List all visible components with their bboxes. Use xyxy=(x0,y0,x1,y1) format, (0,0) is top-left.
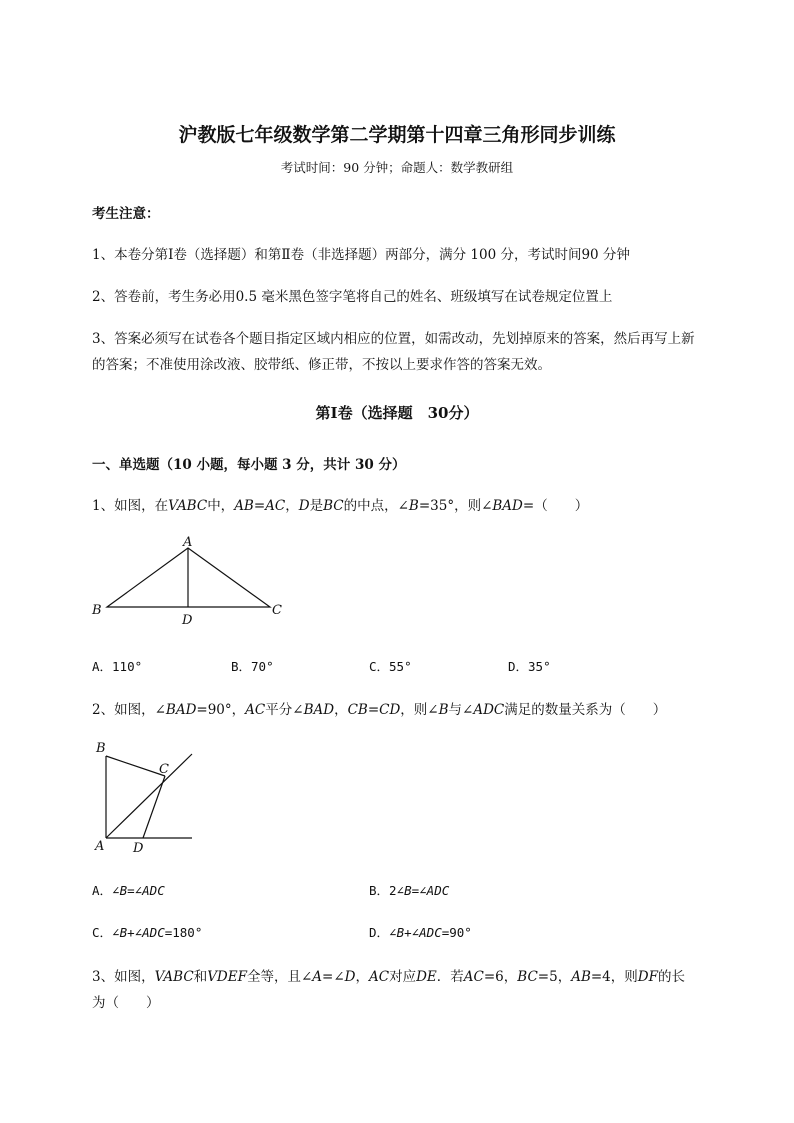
section-title: 第Ⅰ卷（选择题 30分） xyxy=(315,404,479,422)
segment-bc xyxy=(106,756,165,776)
part-heading: 一、单选题（10 小题，每小题 3 分，共计 30 分） xyxy=(92,457,406,473)
question-1-figure xyxy=(85,530,295,630)
question-1-option-a[interactable]: A．110° xyxy=(92,659,143,674)
label-d: D xyxy=(182,613,193,628)
question-1-option-c[interactable]: C．55° xyxy=(369,659,412,674)
exam-subtitle: 考试时间：90 分钟；命题人：数学教研组 xyxy=(280,160,514,175)
question-2-text: 2、如图，∠BAD=90°，AC平分∠BAD，CB=CD，则∠B与∠ADC满足的数量关系为（ ） xyxy=(92,702,667,718)
exam-title: 沪教版七年级数学第二学期第十四章三角形同步训练 xyxy=(178,124,616,146)
notice-item-2: 2、答卷前，考生务必用0.5 毫米黑色签字笔将自己的姓名、班级填写在试卷规定位置上 xyxy=(92,289,613,305)
notice-item-1: 1、本卷分第Ⅰ卷（选择题）和第Ⅱ卷（非选择题）两部分，满分 100 分，考试时间90 分钟 xyxy=(92,247,630,263)
segment-cd xyxy=(143,776,165,838)
label-c: C xyxy=(272,603,282,618)
question-1-text: 1、如图，在VABC中，AB=AC，D是BC的中点，∠B=35°，则∠BAD=（ ） xyxy=(92,498,589,514)
label-b: B xyxy=(96,741,106,756)
question-2-option-d[interactable]: D．∠B+∠ADC=90° xyxy=(369,925,472,940)
question-2-option-c[interactable]: C．∠B+∠ADC=180° xyxy=(92,925,203,940)
question-3-text-cont: 为（ ） xyxy=(92,995,160,1011)
question-3-text: 3、如图，VABC和VDEF全等，且∠A=∠D，AC对应DE．若AC=6，BC=5，AB=4，则DF的长 xyxy=(92,969,685,985)
label-d: D xyxy=(133,841,144,856)
notice-item-3: 3、答案必须写在试卷各个题目指定区域内相应的位置，如需改动，先划掉原来的答案，然后再写上新 xyxy=(92,331,695,347)
question-1-option-b[interactable]: B．70° xyxy=(231,659,274,674)
question-2-option-b[interactable]: B．2∠B=∠ADC xyxy=(369,883,450,898)
ray-ac xyxy=(106,754,192,838)
label-c: C xyxy=(159,762,169,777)
question-1-option-d[interactable]: D．35° xyxy=(508,659,551,674)
label-b: B xyxy=(92,603,102,618)
question-2-option-a[interactable]: A．∠B=∠ADC xyxy=(92,883,165,898)
question-2-figure xyxy=(88,736,203,858)
notice-heading: 考生注意： xyxy=(92,206,160,222)
label-a: A xyxy=(95,839,105,854)
notice-item-3-cont: 的答案；不准使用涂改液、胶带纸、修正带，不按以上要求作答的答案无效。 xyxy=(92,357,551,373)
label-a: A xyxy=(183,535,193,550)
